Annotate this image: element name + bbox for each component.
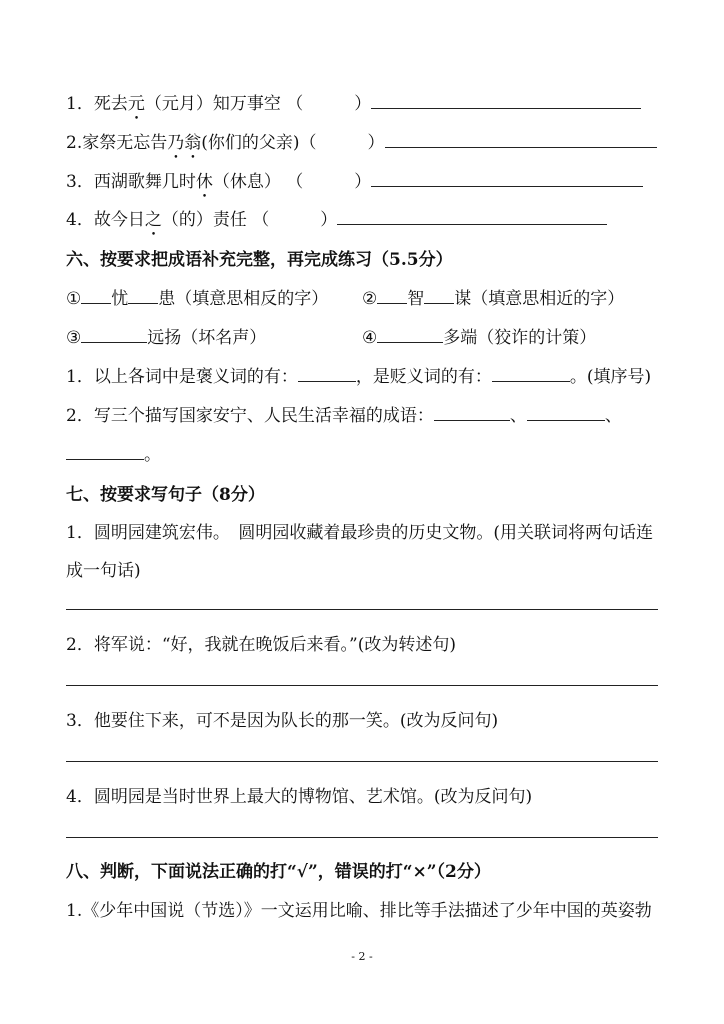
- sec5-q1: 1．死去元（元月）知万事空 （ ）: [66, 93, 641, 124]
- answer-blank[interactable]: [66, 444, 144, 460]
- sec8-q1: 1.《少年中国说（节选）》一文运用比喻、排比等手法描述了少年中国的英姿勃: [66, 901, 652, 921]
- answer-blank[interactable]: [434, 405, 510, 421]
- sec7-q1-line1: 1．圆明园建筑宏伟。 圆明园收藏着最珍贵的历史文物。(用关联词将两句话连: [66, 523, 653, 543]
- idiom-blank[interactable]: [81, 288, 111, 304]
- idiom-row-2b: ④ 多端（狡诈的计策）: [362, 328, 597, 348]
- answer-line[interactable]: [66, 761, 658, 762]
- answer-line[interactable]: [66, 837, 658, 838]
- sec7-q4: 4．圆明园是当时世界上最大的博物馆、艺术馆。(改为反问句): [66, 787, 533, 807]
- sec5-q3: 3．西湖歌舞几时休（休息） （ ）: [66, 171, 643, 202]
- idiom-row-2a: ③ 远扬（坏名声）: [66, 328, 267, 348]
- sec6-q1: 1．以上各词中是褒义词的有： ，是贬义词的有： 。(填序号): [66, 367, 652, 387]
- idiom-row-1b: ② 智 谋（填意思相近的字）: [362, 289, 625, 309]
- sec6-q2-cont: 。: [66, 444, 161, 466]
- answer-blank[interactable]: [298, 366, 356, 382]
- idiom-blank[interactable]: [128, 288, 158, 304]
- section-6-title: 六、按要求把成语补充完整，再完成练习（5.5分）: [66, 250, 453, 270]
- answer-blank[interactable]: [385, 132, 657, 148]
- answer-blank[interactable]: [337, 209, 607, 225]
- sec5-q4: 4．故今日之（的）责任 （ ）: [66, 209, 607, 240]
- section-8-title: 八、判断，下面说法正确的打“√”，错误的打“×”（2分）: [66, 862, 491, 882]
- answer-blank[interactable]: [492, 366, 570, 382]
- sec7-q1-line2: 成一句话): [66, 561, 141, 581]
- answer-line[interactable]: [66, 609, 658, 610]
- answer-blank[interactable]: [371, 93, 641, 109]
- answer-blank[interactable]: [371, 171, 643, 187]
- idiom-row-1a: ① 忧 患（填意思相反的字）: [66, 289, 329, 309]
- idiom-blank[interactable]: [377, 288, 407, 304]
- answer-line[interactable]: [66, 685, 658, 686]
- sec6-q2: 2．写三个描写国家安宁、人民生活幸福的成语： 、 、: [66, 406, 622, 426]
- page-number: - 2 -: [351, 950, 373, 963]
- idiom-blank[interactable]: [424, 288, 454, 304]
- section-7-title: 七、按要求写句子（8分）: [66, 485, 265, 505]
- idiom-blank[interactable]: [377, 327, 443, 343]
- sec5-q2: 2.家祭无忘告乃翁(你们的父亲)（ ）: [66, 132, 657, 163]
- idiom-blank[interactable]: [81, 327, 147, 343]
- answer-blank[interactable]: [527, 405, 605, 421]
- sec7-q3: 3．他要住下来，可不是因为队长的那一笑。(改为反问句): [66, 711, 499, 731]
- sec7-q2: 2．将军说：“好，我就在晚饭后来看。”(改为转述句): [66, 635, 456, 655]
